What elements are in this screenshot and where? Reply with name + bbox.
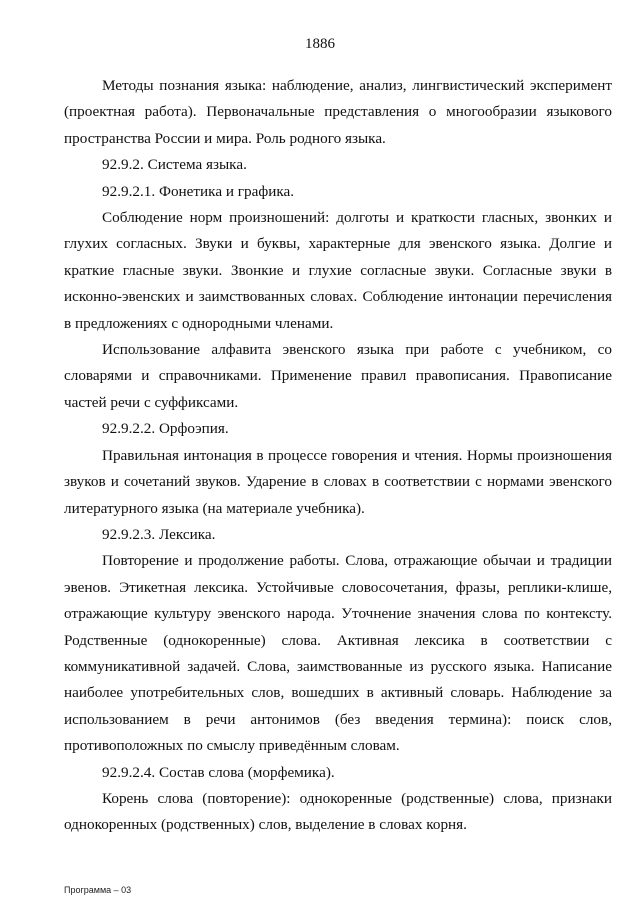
heading-language-system: 92.9.2. Система языка. xyxy=(102,156,247,174)
paragraph-root-word: Корень слова (повторение): однокоренные (родственные) слова, признаки однокоренных (родственных) слов, выделение в словах корня. xyxy=(64,789,612,834)
paragraph-alphabet-usage: Использование алфавита эвенского языка при работе с учебником, со словарями и справочниками. Применение правил правописания. Правописание частей речи с суффиксами. xyxy=(64,341,612,411)
paragraph-lexicon-work: Повторение и продолжение работы. Слова, отражающие обычаи и традиции эвенов. Этикетная лексика. Устойчивые словосочетания, фразы, реплики-клише, отражающие культуру эвенского народа. Уточнение значения слова по контексту. Родственные (однокоренные) слова. Активная лексика в соответствии с коммуникативной задачей. Слова, заимствованные из русского языка. Написание наиболее употребительных слов, вошедших в активный словарь. Наблюдение за использованием в речи антонимов (без введения термина): поиск слов, противоположных по смыслу приведённым словам. xyxy=(64,552,612,755)
heading-lexicon: 92.9.2.3. Лексика. xyxy=(102,525,216,543)
paragraph-pronunciation-norms: Соблюдение норм произношений: долготы и краткости гласных, звонких и глухих согласных. Звуки и буквы, характерные для эвенского языка. Долгие и краткие гласные звуки. Звонкие и глухие согласные звуки. Согласные звуки в исконно-эвенских и заимствованных словах. Соблюдение интонации перечисления в предложениях с однородными членами. xyxy=(64,209,612,332)
heading-orthoepy: 92.9.2.2. Орфоэпия. xyxy=(102,420,229,438)
paragraph-methods: Методы познания языка: наблюдение, анализ, лингвистический эксперимент (проектная работа). Первоначальные представления о многообразии языкового пространства России и мира. Роль родного языка. xyxy=(64,77,612,147)
footer-program-label: Программа – 03 xyxy=(64,885,132,895)
heading-morphemics: 92.9.2.4. Состав слова (морфемика). xyxy=(102,763,335,781)
paragraph-intonation: Правильная интонация в процессе говорения и чтения. Нормы произношения звуков и сочетаний звуков. Ударение в словах в соответствии с нормами эвенского литературного языка (на материале учебника). xyxy=(64,446,612,517)
page-number: 1886 xyxy=(305,36,335,52)
heading-phonetics-graphics: 92.9.2.1. Фонетика и графика. xyxy=(102,182,295,200)
document-body xyxy=(64,73,612,839)
